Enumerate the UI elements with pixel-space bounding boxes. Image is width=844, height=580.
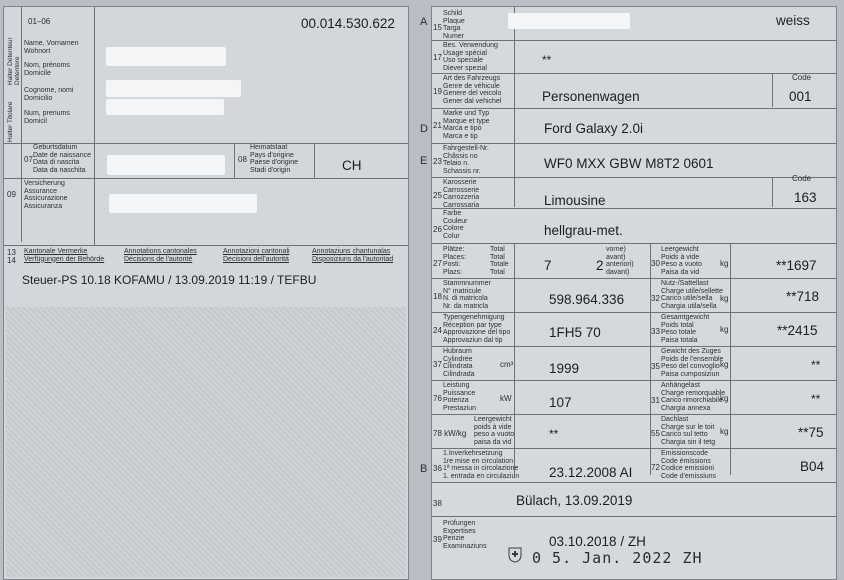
field-27: 27 [433, 259, 442, 268]
displacement-value: 1999 [549, 361, 580, 376]
field-37: 37 [433, 360, 442, 369]
swiss-crest-icon [508, 547, 522, 563]
redacted-plate [508, 13, 630, 29]
plate-label: Schild Plaque Targa Numer [443, 10, 465, 40]
matricule-value: 598.964.336 [549, 292, 625, 307]
unit-kg-35: kg [720, 360, 729, 369]
field-39: 39 [433, 535, 442, 544]
field-33: 33 [651, 327, 660, 336]
name-label-fr: Nom, prénoms Domicile [24, 62, 70, 77]
field-72: 72 [651, 463, 660, 472]
name-label-it: Cognome, nomi Domicilio [24, 87, 74, 102]
unit-kg-31: kg [720, 394, 729, 403]
field-36: 36 [433, 464, 442, 473]
unit-kw: kW [500, 394, 512, 403]
birth-date-label: Geburtsdatum Date de naissance Data di nascita Data da naschita [33, 144, 91, 174]
blank-area [6, 307, 406, 577]
color-value: hellgrau-met. [544, 223, 623, 238]
field-range: 01–06 [28, 17, 51, 26]
approval-value: 1FH5 70 [549, 325, 601, 340]
field-08: 08 [238, 155, 247, 164]
first-registration-label: 1.Inverkehrsetzung 1re mise en circulation 1ª messa in circolazione 1. entrada en circulaziun [443, 450, 520, 480]
letter-e: E [420, 155, 428, 167]
seats-label: Plätze: Places: Posti: Plazs: [443, 246, 466, 276]
body-code: 163 [794, 190, 817, 205]
holder-side-label: Halter Détenteur [7, 37, 14, 85]
cantonal-label-de: Kantonale Vermerke Verfügungen der Behörde [24, 248, 105, 263]
field-09: 09 [7, 190, 16, 199]
insurance-label: Versicherung Assurance Assicurazione Assicuranza [24, 180, 68, 210]
first-registration-value: 23.12.2008 AI [549, 465, 633, 480]
vehicle-type-value: Personenwagen [542, 89, 640, 104]
field-35: 35 [651, 362, 660, 371]
field-78: 78 kW/kg [433, 429, 467, 438]
field-31: 31 [651, 396, 660, 405]
field-30: 30 [651, 259, 660, 268]
redacted-address [106, 80, 241, 97]
cantonal-remarks: Steuer-PS 10.18 KOFAMU / 13.09.2019 11:19 / TEFBU [22, 273, 317, 287]
roof-load-label: Dachlast Charge sur le toit Carico sul tetto Chargia sin il tetg [661, 416, 716, 446]
displacement-label: Hubraum Cylindrée Cilindrata Cilindrada [443, 348, 475, 378]
plate-color: weiss [776, 13, 810, 28]
field-23: 23 [433, 157, 442, 166]
seats-total: 7 [544, 258, 552, 273]
cantonal-label-fr: Annotations cantonales Décisions de l'autorité [124, 248, 197, 263]
matricule-label: Stammnummer N° matricule N. di matricola Nr. da matricla [443, 280, 491, 310]
unit-cm3: cm³ [500, 360, 514, 369]
total-weight-label: Gesamtgewicht Poids total Peso totale Paisa totala [661, 314, 710, 344]
field-21: 21 [433, 121, 442, 130]
field-25: 25 [433, 191, 442, 200]
redacted-city [106, 99, 224, 115]
redacted-birth-date [107, 155, 225, 175]
field-14: 14 [7, 256, 16, 265]
power-value: 107 [549, 395, 572, 410]
empty-weight-label: Leergewicht Poids à vide Peso a vuoto Paisa da vid [661, 246, 702, 276]
make-label: Marke und Typ Marque et type Marca e tipo Marca e tip [443, 110, 490, 140]
payload-label: Nutz-/Sattellast Charge utile/sellette Carico utile/sella Chargia utila/sella [661, 280, 723, 310]
cantonal-label-rm: Annotaziuns chantunalas Disposiziuns da l'autoritad [312, 248, 394, 263]
vin-label: Fahrgestell-Nr. Châssis no Telaio n. Schassis nr. [443, 145, 489, 175]
special-use-value: ** [542, 53, 552, 67]
field-24: 24 [433, 326, 442, 335]
vehicle-type-label: Art des Fahrzeugs Genre de véhicule Genere del veicolo Gener dal vehichel [443, 75, 502, 105]
cantonal-label-it: Annotazioni cantonali Decisioni dell'autorità [223, 248, 290, 263]
body-label: Karosserie Carrosserie Carrozzeria Carrossaria [443, 179, 480, 209]
trailer-load-value: ** [811, 392, 821, 406]
field-26: 26 [433, 225, 442, 234]
emission-code-value: B04 [800, 459, 825, 474]
holder-side-label-2: Halter Titolare [7, 101, 14, 142]
document-number: 00.014.530.622 [301, 16, 395, 31]
seats-front: 2 [596, 258, 604, 273]
special-use-label: Bes. Verwendung Usage spécial Uso speciale Diever spezial [443, 42, 498, 72]
left-page [3, 6, 409, 580]
name-label-rm: Num, prenums Domicil [24, 110, 70, 125]
origin-label: Heimatstaat Pays d'origine Paese d'origine Stadi d'origin [250, 144, 299, 174]
total-weight-value: **2415 [777, 323, 818, 338]
code-header-2: Code [792, 174, 812, 183]
seats-total-label: Total Total Totale Total [490, 246, 509, 276]
issue-place-date: Bülach, 13.09.2019 [516, 493, 633, 508]
seats-front-label: vorne) avant) anteriori) davant) [606, 246, 634, 276]
origin-value: CH [342, 158, 362, 173]
right-page [420, 6, 837, 580]
color-label: Farbe Couleur Colore Colur [443, 210, 468, 240]
inspection-stamp: 0 5. Jan. 2022 ZH [532, 549, 703, 567]
field-13: 13 [7, 248, 16, 257]
make-value: Ford Galaxy 2.0i [544, 121, 644, 136]
name-label-de: Name, Vornamen Wohnort [24, 40, 79, 55]
approval-label: Typengenehmigung Réception par type Approvazione del tipo Approvaziun dal tip [443, 314, 511, 344]
vin-value: WF0 MXX GBW M8T2 0601 [544, 156, 714, 171]
unit-kg-33: kg [720, 325, 729, 334]
train-weight-label: Gewicht des Zuges Poids de l'ensemble Peso del convoglio Paisa cumposiziun [661, 348, 724, 378]
letter-d: D [420, 123, 428, 135]
vehicle-type-code: 001 [789, 89, 812, 104]
letter-a: A [420, 16, 428, 28]
body-value: Limousine [544, 193, 606, 208]
field-18: 18 [433, 292, 442, 301]
emission-code-label: Emissionscode Code émissions Codice emissioni Code d'emissiuns [661, 450, 717, 480]
inspection-label: Prüfungen Expertises Perizie Examinaziuns [443, 520, 487, 550]
redacted-name [106, 47, 226, 66]
trailer-load-label: Anhängelast Charge remorquable Carico rimorchiabile Chargia annexa [661, 382, 726, 412]
redacted-insurance [109, 194, 257, 213]
field-15: 15 [433, 23, 442, 32]
payload-value: **718 [786, 289, 820, 304]
unit-kg-32: kg [720, 294, 729, 303]
code-header: Code [792, 73, 812, 82]
field-38: 38 [433, 499, 442, 508]
field-17: 17 [433, 53, 442, 62]
train-weight-value: ** [811, 358, 821, 372]
holder-side-label-3: Detentore [14, 56, 21, 85]
field-55: 55 [651, 429, 660, 438]
unit-kg-55: kg [720, 427, 729, 436]
inspection-1: 03.10.2018 / ZH [549, 534, 646, 549]
field-07: 07 [24, 155, 33, 164]
unit-kg-30: kg [720, 259, 729, 268]
letter-b: B [420, 463, 428, 475]
empty-weight-value: **1697 [776, 258, 817, 273]
power-ratio-label: Leergewicht poids à vide peso a vuoto paisa da vid [474, 416, 515, 446]
power-ratio-value: ** [549, 427, 559, 441]
field-19: 19 [433, 87, 442, 96]
field-32: 32 [651, 294, 660, 303]
power-label: Leistung Puissance Potenza Prestaziun [443, 382, 477, 412]
roof-load-value: **75 [798, 425, 824, 440]
field-76: 76 [433, 394, 442, 403]
